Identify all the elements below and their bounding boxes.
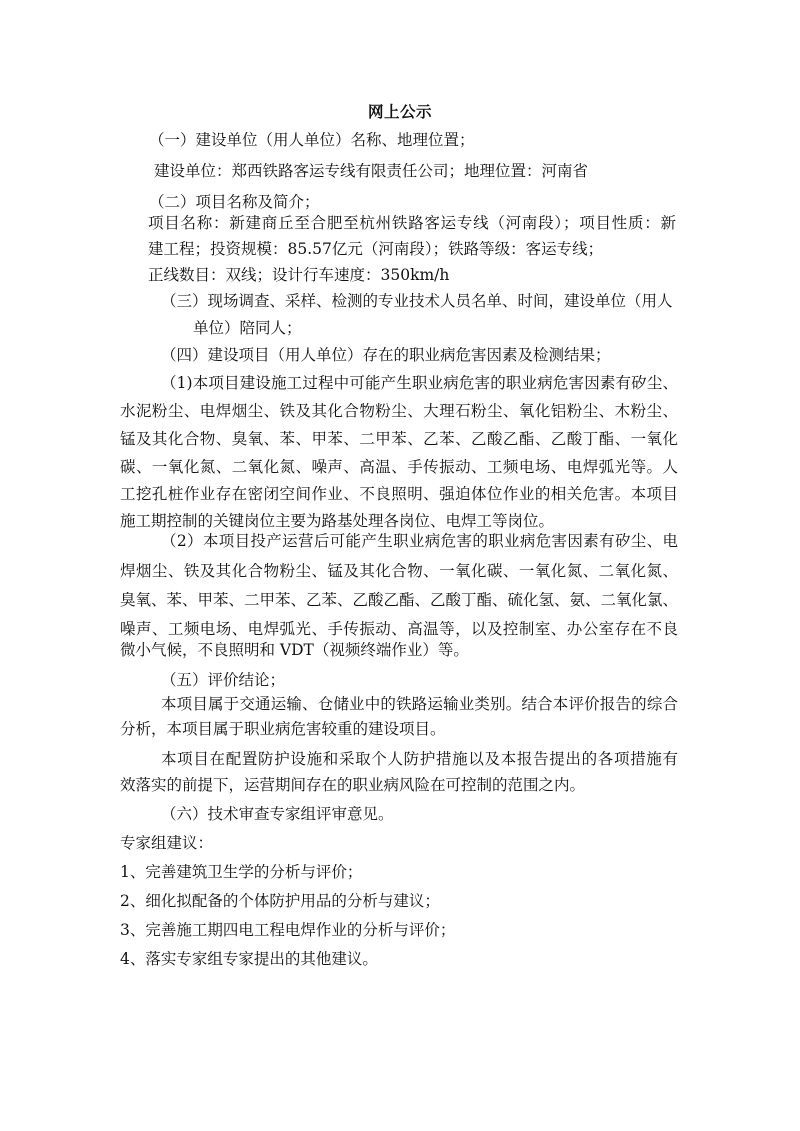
section-4-heading: （四）建设项目（用人单位）存在的职业病危害因素及检测结果；: [161, 346, 611, 364]
text-line: 焊烟尘、铁及其化合物粉尘、锰及其化合物、一氧化碳、一氧化氮、二氧化氮、: [120, 562, 678, 580]
text-line: 噪声、工频电场、电焊弧光、手传振动、高温等，以及控制室、办公室存在不良: [120, 620, 678, 638]
list-item: 4、落实专家组专家提出的其他建议。: [120, 950, 378, 968]
text-line: 建工程；投资规模：85.57亿元（河南段）；铁路等级：客运专线；: [148, 240, 604, 258]
text-line: 微小气候，不良照明和 VDT（视频终端作业）等。: [120, 641, 469, 659]
section-5-heading: （五）评价结论；: [161, 671, 286, 689]
text-line: 本项目在配置防护设施和采取个人防护措施以及本报告提出的各项措施有: [161, 750, 678, 768]
text-line: 分析，本项目属于职业病危害较重的建设项目。: [120, 720, 446, 738]
text-line: （1)本项目建设施工过程中可能产生职业病危害的职业病危害因素有矽尘、: [161, 374, 678, 392]
text-line: 碳、一氧化氮、二氧化氮、噪声、高温、手传振动、工频电场、电焊弧光等。人: [120, 458, 678, 476]
text-line: 正线数目：双线；设计行车速度：350km/h: [148, 266, 450, 284]
section-3-heading: （三）现场调查、采样、检测的专业技术人员名单、时间，建设单位（用人: [161, 292, 673, 310]
text-line: 本项目属于交通运输、仓储业中的铁路运输业类别。结合本评价报告的综合: [161, 695, 678, 713]
section-1-heading: （一）建设单位（用人单位）名称、地理位置；: [149, 131, 475, 149]
page-title: 网上公示: [367, 102, 432, 121]
text-line: 效落实的前提下，运营期间存在的职业病风险在可控制的范围之内。: [120, 776, 586, 794]
text-line: 专家组建议：: [120, 834, 214, 852]
section-6-heading: （六）技术审查专家组评审意见。: [161, 805, 394, 823]
text-line: （2）本项目投产运营后可能产生职业病危害的职业病危害因素有矽尘、电: [161, 532, 678, 550]
list-item: 2、细化拟配备的个体防护用品的分析与建议；: [120, 892, 440, 910]
text-line: 单位）陪同人；: [193, 319, 302, 337]
text-line: 项目名称：新建商丘至合肥至杭州铁路客运专线（河南段）；项目性质：新: [148, 214, 676, 232]
text-line: 臭氧、苯、甲苯、二甲苯、乙苯、乙酸乙酯、乙酸丁酯、硫化氢、氨、二氧化氯、: [120, 591, 679, 609]
text-line: 建设单位：郑西铁路客运专线有限责任公司；地理位置：河南省: [154, 162, 589, 180]
section-2-heading: （二）项目名称及简介；: [149, 193, 320, 211]
text-line: 水泥粉尘、电焊烟尘、铁及其化合物粉尘、大理石粉尘、氧化铝粉尘、木粉尘、: [120, 402, 678, 420]
text-line: 锰及其化合物、臭氧、苯、甲苯、二甲苯、乙苯、乙酸乙酯、乙酸丁酯、一氧化: [120, 430, 678, 448]
text-line: 施工期控制的关键岗位主要为路基处理各岗位、电焊工等岗位。: [120, 512, 555, 530]
list-item: 3、完善施工期四电工程电焊作业的分析与评价；: [120, 921, 456, 939]
text-line: 工挖孔桩作业存在密闭空间作业、不良照明、强迫体位作业的相关危害。本项目: [120, 485, 678, 503]
list-item: 1、完善建筑卫生学的分析与评价；: [120, 863, 363, 881]
